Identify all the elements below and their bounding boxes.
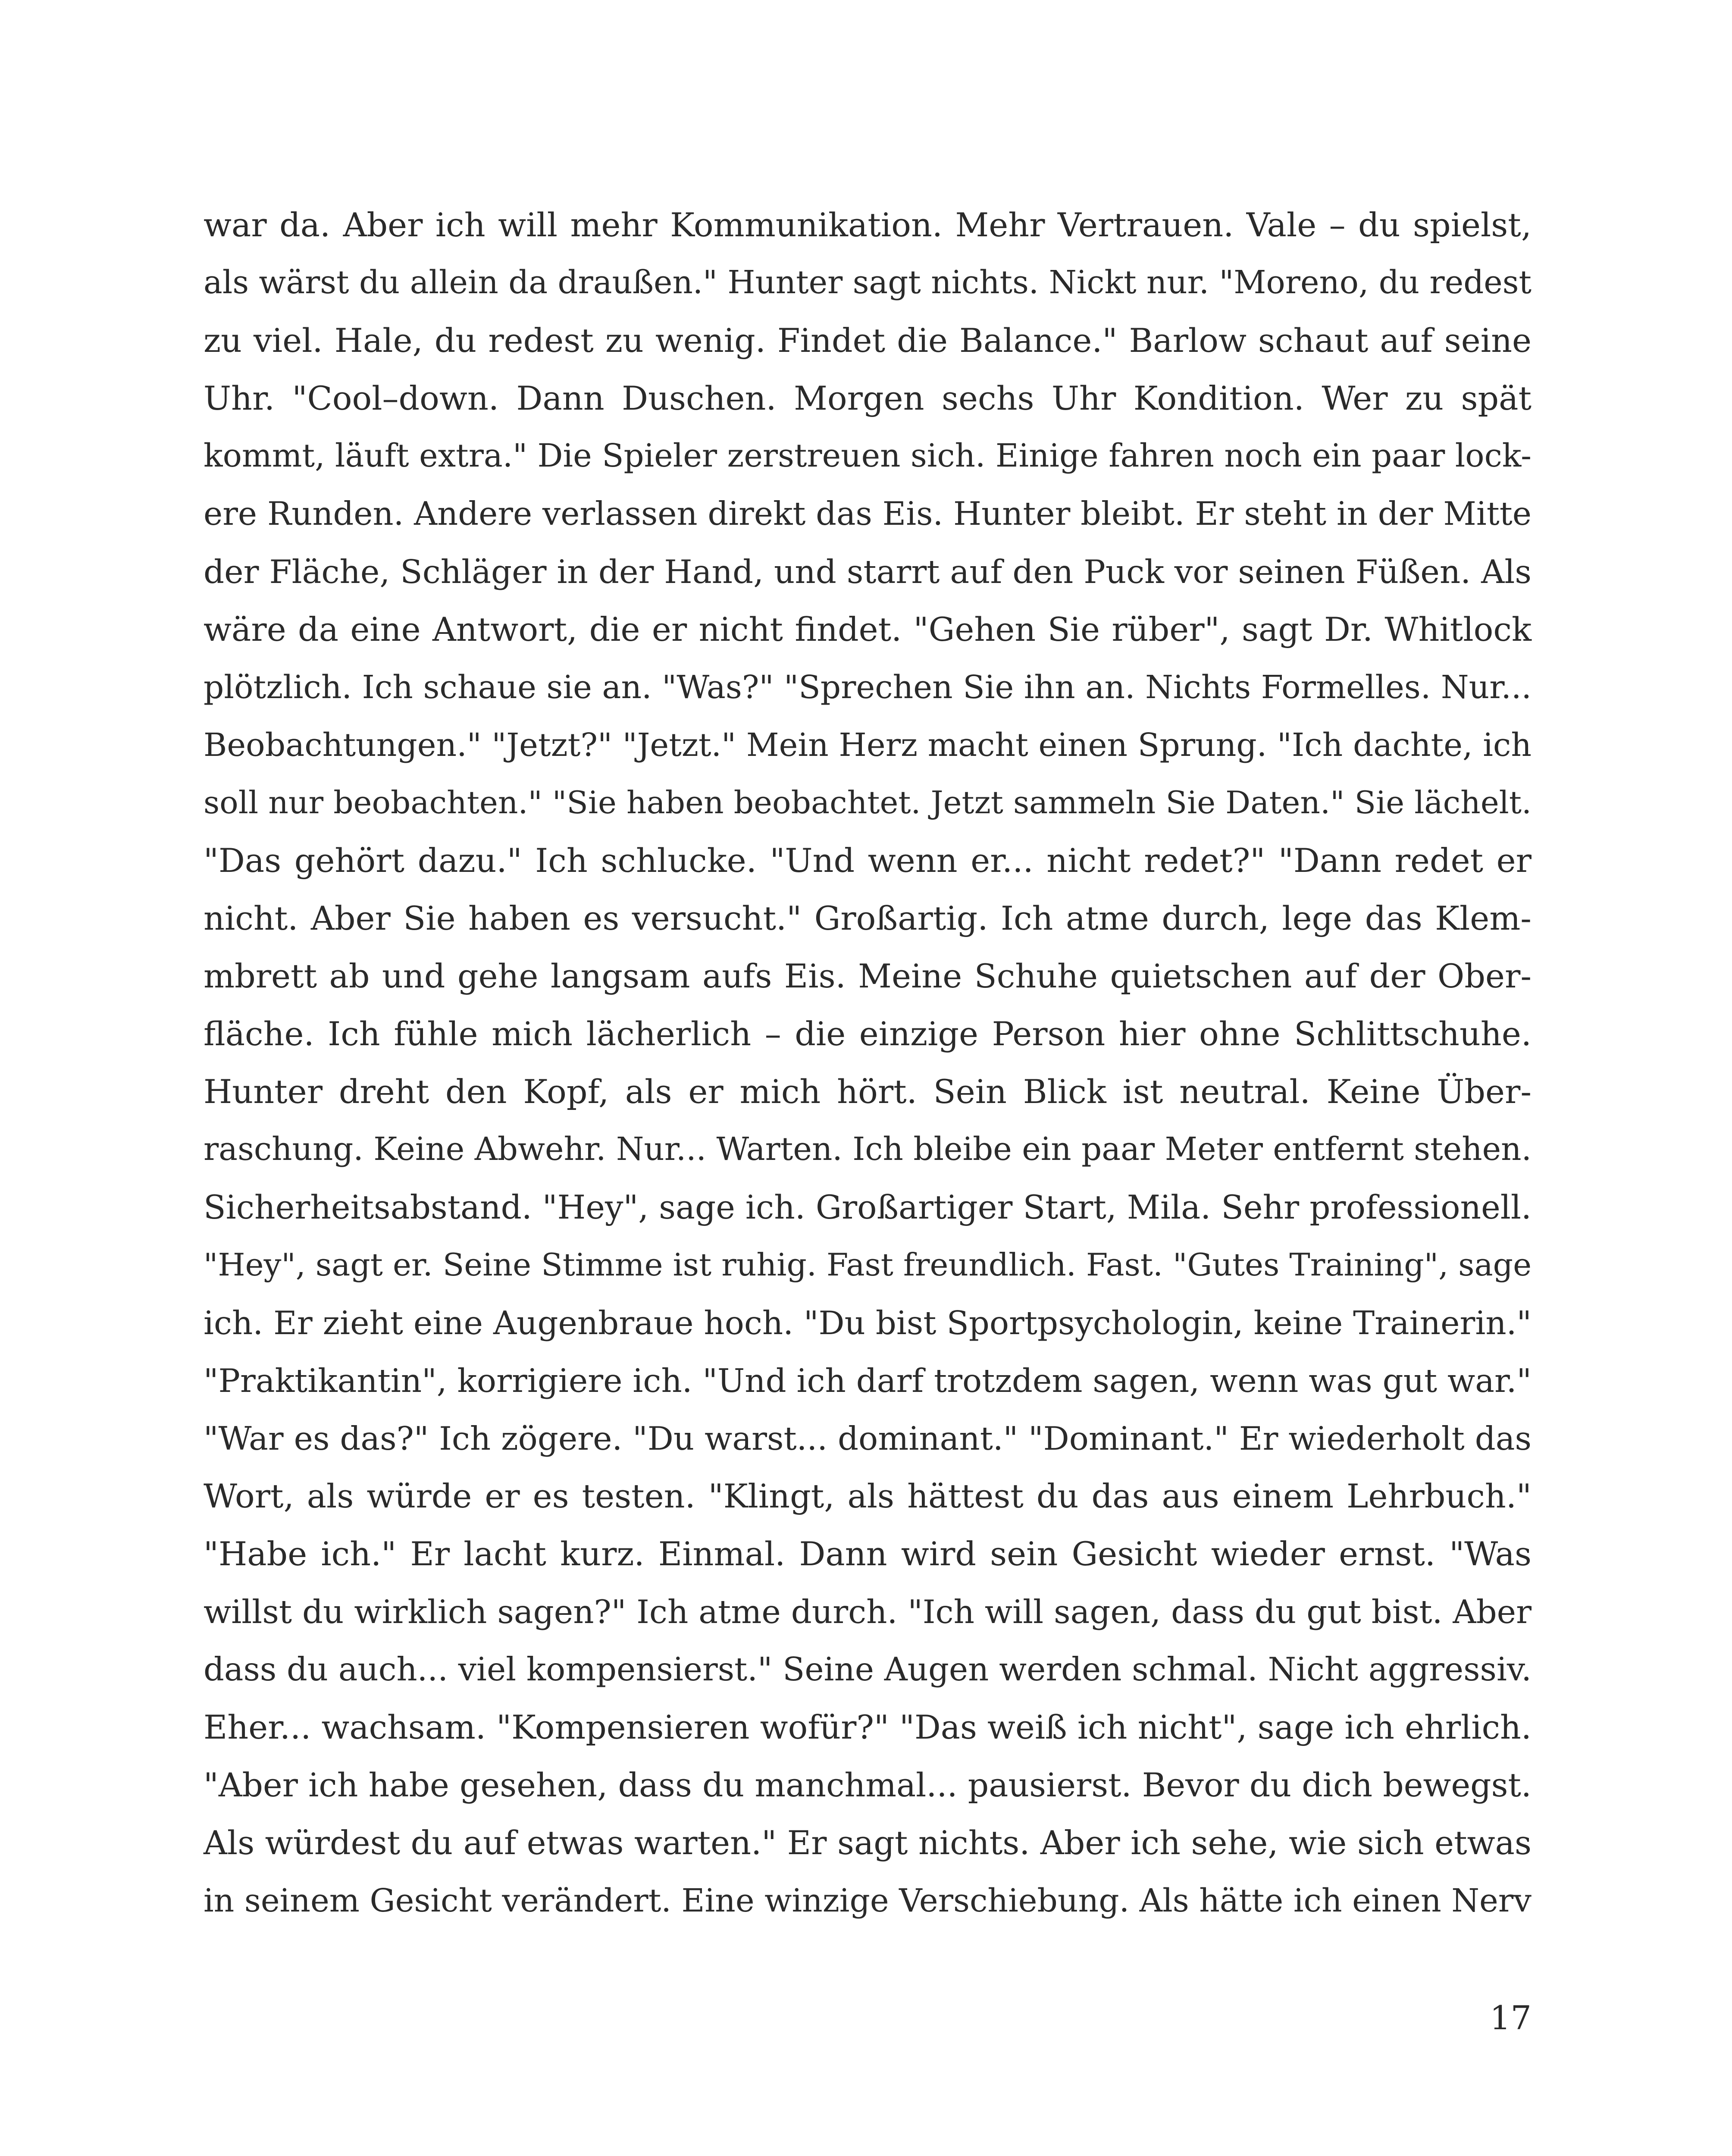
text-line: ere Runden. Andere verlassen direkt das Eis. Hunter bleibt. Er steht in der Mitte	[204, 495, 1532, 533]
text-line: plötzlich. Ich schaue sie an. "Was?" "Sprechen Sie ihn an. Nichts Formelles. Nur...	[204, 669, 1532, 706]
text-line: Als würdest du auf etwas warten." Er sagt nichts. Aber ich sehe, wie sich etwas	[204, 1824, 1532, 1862]
text-line: wäre da eine Antwort, die er nicht findet. "Gehen Sie rüber", sagt Dr. Whitlock	[204, 610, 1532, 649]
text-line: raschung. Keine Abwehr. Nur... Warten. Ich bleibe ein paar Meter entfernt stehen.	[204, 1131, 1532, 1168]
text-line: Hunter dreht den Kopf, als er mich hört. Sein Blick ist neutral. Keine Über-	[204, 1072, 1532, 1111]
text-line: nicht. Aber Sie haben es versucht." Großartig. Ich atme durch, lege das Klem-	[204, 899, 1532, 937]
text-line: willst du wirklich sagen?" Ich atme durch. "Ich will sagen, dass du gut bist. Aber	[204, 1593, 1532, 1631]
text-line: Uhr. "Cool–down. Dann Duschen. Morgen sechs Uhr Kondition. Wer zu spät	[204, 379, 1532, 417]
text-line: in seinem Gesicht verändert. Eine winzige Verschiebung. Als hätte ich einen Nerv	[204, 1882, 1532, 1919]
text-line: war da. Aber ich will mehr Kommunikation. Mehr Vertrauen. Vale – du spielst,	[204, 206, 1532, 244]
text-line: kommt, läuft extra." Die Spieler zerstreuen sich. Einige fahren noch ein paar lock-	[204, 438, 1532, 474]
text-line: mbrett ab und gehe langsam aufs Eis. Meine Schuhe quietschen auf der Ober-	[204, 957, 1532, 995]
text-line: Wort, als würde er es testen. "Klingt, als hättest du das aus einem Lehrbuch."	[204, 1477, 1532, 1515]
body-text	[204, 196, 1532, 1930]
text-line: "Das gehört dazu." Ich schlucke. "Und wenn er... nicht redet?" "Dann redet er	[204, 841, 1532, 880]
text-line: fläche. Ich fühle mich lächerlich – die einzige Person hier ohne Schlittschuhe.	[204, 1015, 1532, 1053]
text-line: zu viel. Hale, du redest zu wenig. Findet die Balance." Barlow schaut auf seine	[204, 321, 1532, 360]
text-line: dass du auch... viel kompensierst." Seine Augen werden schmal. Nicht aggressiv.	[204, 1651, 1532, 1688]
text-line: als wärst du allein da draußen." Hunter sagt nichts. Nickt nur. "Moreno, du redest	[204, 264, 1532, 301]
text-line: "Aber ich habe gesehen, dass du manchmal... pausierst. Bevor du dich bewegst.	[204, 1766, 1532, 1804]
text-line: ich. Er zieht eine Augenbraue hoch. "Du bist Sportpsychologin, keine Trainerin."	[204, 1304, 1532, 1342]
text-line: Beobachtungen." "Jetzt?" "Jetzt." Mein Herz macht einen Sprung. "Ich dachte, ich	[204, 727, 1532, 764]
text-line: der Fläche, Schläger in der Hand, und starrt auf den Puck vor seinen Füßen. Als	[204, 553, 1532, 591]
page-number: 17	[1490, 1999, 1532, 2037]
text-line: "Habe ich." Er lacht kurz. Einmal. Dann wird sein Gesicht wieder ernst. "Was	[204, 1535, 1532, 1573]
text-line: "Praktikantin", korrigiere ich. "Und ich darf trotzdem sagen, wenn was gut war."	[204, 1362, 1532, 1400]
text-line: Sicherheitsabstand. "Hey", sage ich. Großartiger Start, Mila. Sehr professionell.	[204, 1188, 1532, 1226]
text-line: soll nur beobachten." "Sie haben beobachtet. Jetzt sammeln Sie Daten." Sie lächelt.	[204, 785, 1532, 821]
text-line: "Hey", sagt er. Seine Stimme ist ruhig. Fast freundlich. Fast. "Gutes Training", sage	[204, 1247, 1532, 1283]
text-line: Eher... wachsam. "Kompensieren wofür?" "Das weiß ich nicht", sage ich ehrlich.	[204, 1708, 1532, 1746]
text-line: "War es das?" Ich zögere. "Du warst... dominant." "Dominant." Er wiederholt das	[204, 1420, 1532, 1457]
